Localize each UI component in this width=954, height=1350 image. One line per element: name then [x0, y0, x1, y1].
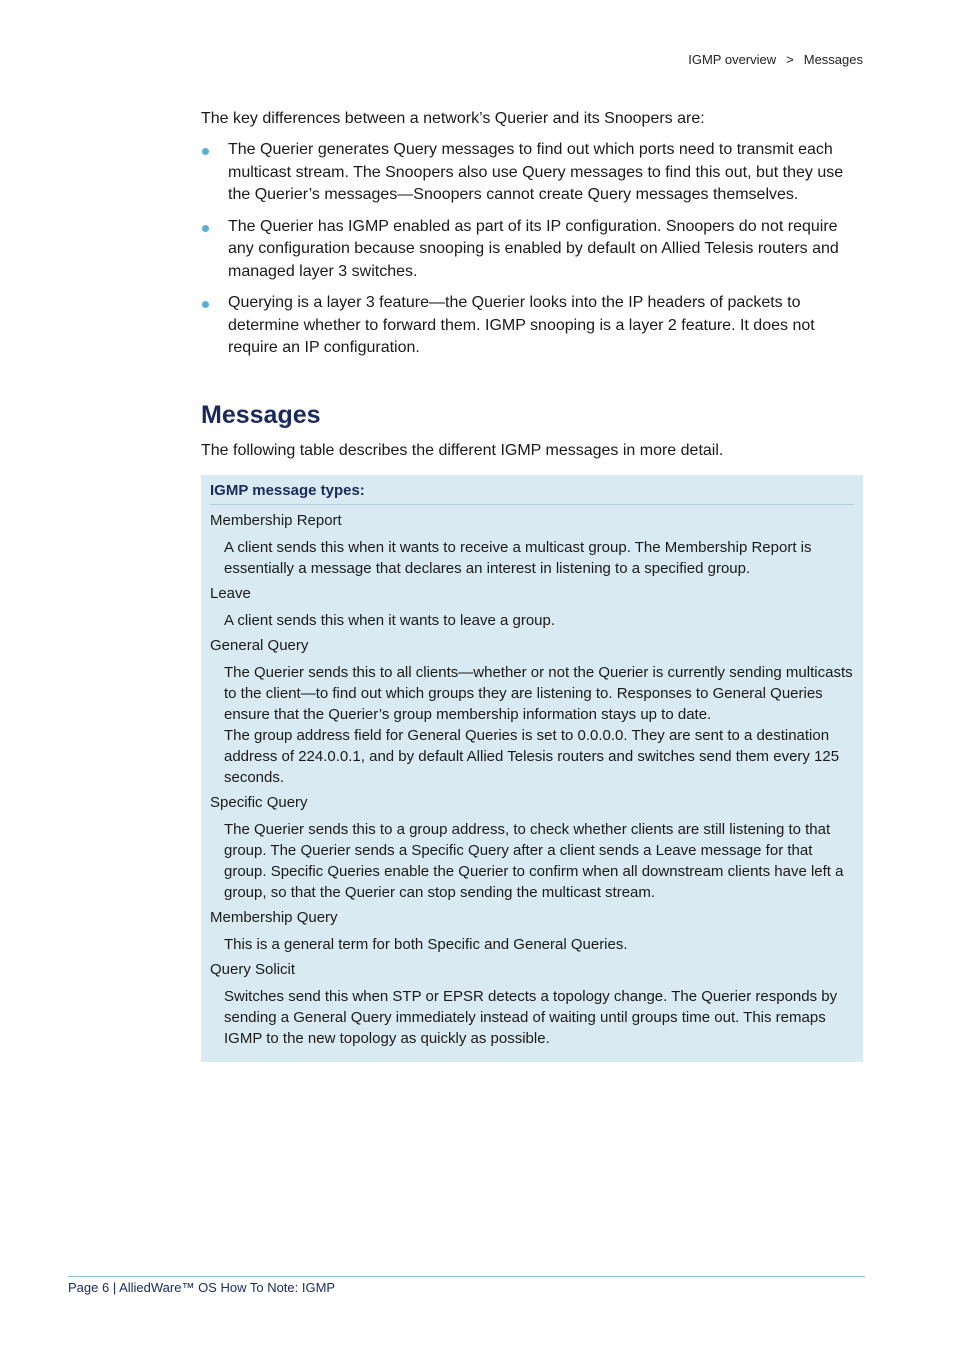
bullet-icon [202, 225, 209, 232]
list-item [201, 216, 863, 284]
table-term: Membership Report [210, 511, 342, 529]
page-footer: Page 6 | AlliedWare™ OS How To Note: IGMP [68, 1280, 336, 1295]
table-term: Leave [210, 584, 251, 602]
main-content [201, 108, 863, 1062]
table-description: This is a general term for both Specific and General Queries. [224, 935, 628, 953]
list-item-text: Querying is a layer 3 feature—the Querier looks into the IP headers of packets to determine whether to forward them. IGMP snooping is a layer 2 feature. It does not require an IP configuration. [228, 294, 815, 356]
bullet-icon [202, 301, 209, 308]
list-item-text: The Querier has IGMP enabled as part of its IP configuration. Snoopers do not require any configuration because snooping is enabled by default on Allied Telesis routers and managed layer 3 switches. [228, 217, 839, 280]
table-term: Membership Query [210, 908, 338, 926]
table-description: Switches send this when STP or EPSR detects a topology change. The Querier responds by sending a General Query immediately instead of waiting until groups time out. This remaps IGMP to the new topology as quickly as possible. [224, 987, 838, 1047]
header-section: IGMP overview [688, 52, 777, 67]
list-item-text: The Querier generates Query messages to find out which ports need to transmit each multicast stream. The Snoopers also use Query messages to find this out, but they use the Querier’s messages—Snoopers cannot create Query messages themselves. [228, 141, 844, 203]
header-page: Messages [803, 52, 863, 67]
table-description: The group address field for General Queries is set to 0.0.0.0. They are sent to a destination address of 224.0.0.1, and by default Allied Telesis routers and switches send them every 125 seconds. [224, 726, 840, 786]
list-item [201, 139, 863, 207]
table-description: The Querier sends this to a group address, to check whether clients are still listening to that group. The Querier sends a Specific Query after a client sends a Leave message for that group. Specific Queries enable the Querier to confirm when all downstream clients have left a group, so that the Querier can stop sending the multicast stream. [224, 820, 844, 901]
table-title: IGMP message types: [210, 481, 854, 505]
header-separator: > [786, 52, 794, 67]
differences-list [201, 139, 863, 360]
table-term: General Query [210, 636, 309, 654]
table-description: The Querier sends this to all clients—whether or not the Querier is currently sending multicasts to the client—to find out which groups they are listening to. Responses to General Queries ensure that the Querier’s group membership information stays up to date. [224, 663, 853, 723]
table-description: A client sends this when it wants to leave a group. [224, 611, 556, 629]
intro-paragraph: The key differences between a network’s Querier and its Snoopers are: [201, 110, 705, 127]
table-description: A client sends this when it wants to receive a multicast group. The Membership Report is essentially a message that declares an interest in listening to a specified group. [224, 538, 812, 577]
footer-divider [68, 1276, 865, 1277]
message-types-table [201, 475, 863, 1062]
section-lead: The following table describes the different IGMP messages in more detail. [201, 441, 724, 459]
table-term: Query Solicit [210, 960, 296, 978]
table-term: Specific Query [210, 793, 308, 811]
list-item [201, 292, 863, 360]
running-header [688, 52, 863, 67]
bullet-icon [202, 148, 209, 155]
section-heading: Messages [201, 400, 321, 429]
